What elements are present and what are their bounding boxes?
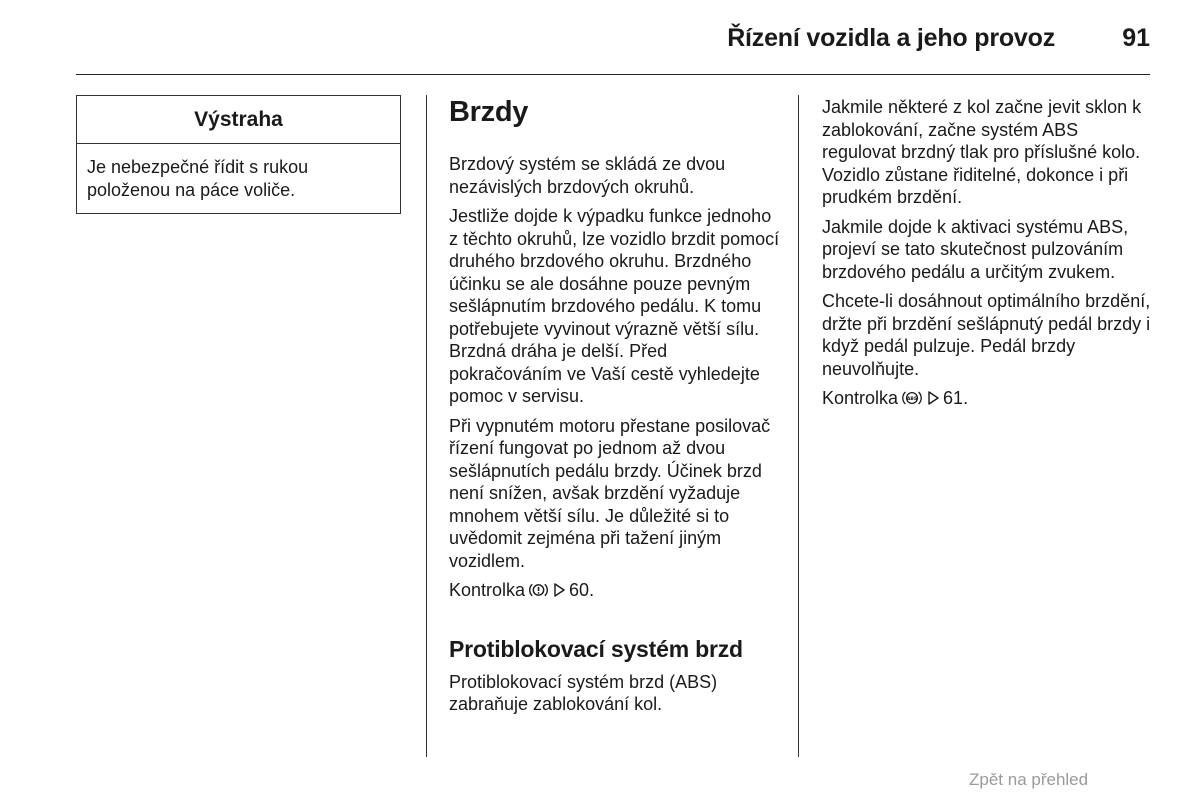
back-to-overview-link[interactable]: Zpět na přehled xyxy=(969,770,1089,789)
page-header-title: Řízení vozidla a jeho provoz xyxy=(727,24,1055,52)
brakes-paragraph: Brzdový systém se skládá ze dvou nezávislých brzdových okruhů. xyxy=(449,154,726,197)
warning-title: Výstraha xyxy=(77,96,400,144)
brakes-paragraph: Při vypnutém motoru přestane posilovač řízení fungovat po jednom až dvou sešlápnutích pedálu brzdy. Účinek brzd není snížen, avšak brzdění vyžaduje mnohem větší sílu. Je důležité si to uvědomit zejména při tažení jiným vozidlem. xyxy=(449,415,771,571)
abs-warning-lamp-icon xyxy=(901,389,923,413)
svg-text:ABS: ABS xyxy=(906,397,918,402)
page-number: 91 xyxy=(1122,24,1150,52)
column-right xyxy=(822,96,1152,420)
indicator-page-ref[interactable]: 61. xyxy=(943,388,969,408)
abs-paragraph: Chcete-li dosáhnout optimálního brzdění, držte při brzdění sešlápnutý pedál brzdy i když pedál pulzuje. Pedál brzdy neuvolňujte. xyxy=(822,291,1151,379)
abs-paragraph: Jakmile některé z kol začne jevit sklon k zablokování, začne systém ABS regulovat brzdný tlak pro příslušné kolo. Vozidlo zůstane řiditelné, dokonce i při prudkém brzdění. xyxy=(822,97,1142,207)
brake-warning-lamp-icon xyxy=(528,581,549,605)
brakes-paragraph: Jestliže dojde k výpadku funkce jednoho z těchto okruhů, lze vozidlo brzdit pomocí druhého brzdového okruhu. Brzdného účinku se ale dosáhne pouze pevným sešlápnutím brzdového pedálu. K tomu potřebujete vyvinout výrazně větší sílu. Brzdná dráha je delší. Před pokračováním ve Vaší cestě vyhledejte pomoc v servisu. xyxy=(449,206,780,406)
column-middle xyxy=(449,95,784,723)
abs-paragraph: Jakmile dojde k aktivaci systému ABS, projeví se tato skutečnost pulzováním brzdového pedálu a určitým zvukem. xyxy=(822,216,1129,282)
warning-text: Je nebezpečné řídit s rukou položenou na páce voliče. xyxy=(87,157,309,200)
abs-indicator-reference xyxy=(822,387,1152,413)
header-divider xyxy=(76,74,1150,75)
page-reference-arrow-icon xyxy=(927,389,940,412)
column-divider-right xyxy=(798,95,799,757)
column-divider-left xyxy=(426,95,427,757)
indicator-page-ref[interactable]: 60. xyxy=(569,580,595,600)
indicator-label: Kontrolka xyxy=(449,580,526,600)
section-title-abs: Protiblokovací systém brzd xyxy=(449,635,743,662)
indicator-label: Kontrolka xyxy=(822,388,899,408)
warning-box xyxy=(76,95,401,214)
page-reference-arrow-icon xyxy=(553,581,566,604)
section-title-brakes: Brzdy xyxy=(449,96,529,128)
brakes-indicator-reference xyxy=(449,579,784,605)
abs-paragraph: Protiblokovací systém brzd (ABS) zabraňuje zablokování kol. xyxy=(449,671,718,714)
